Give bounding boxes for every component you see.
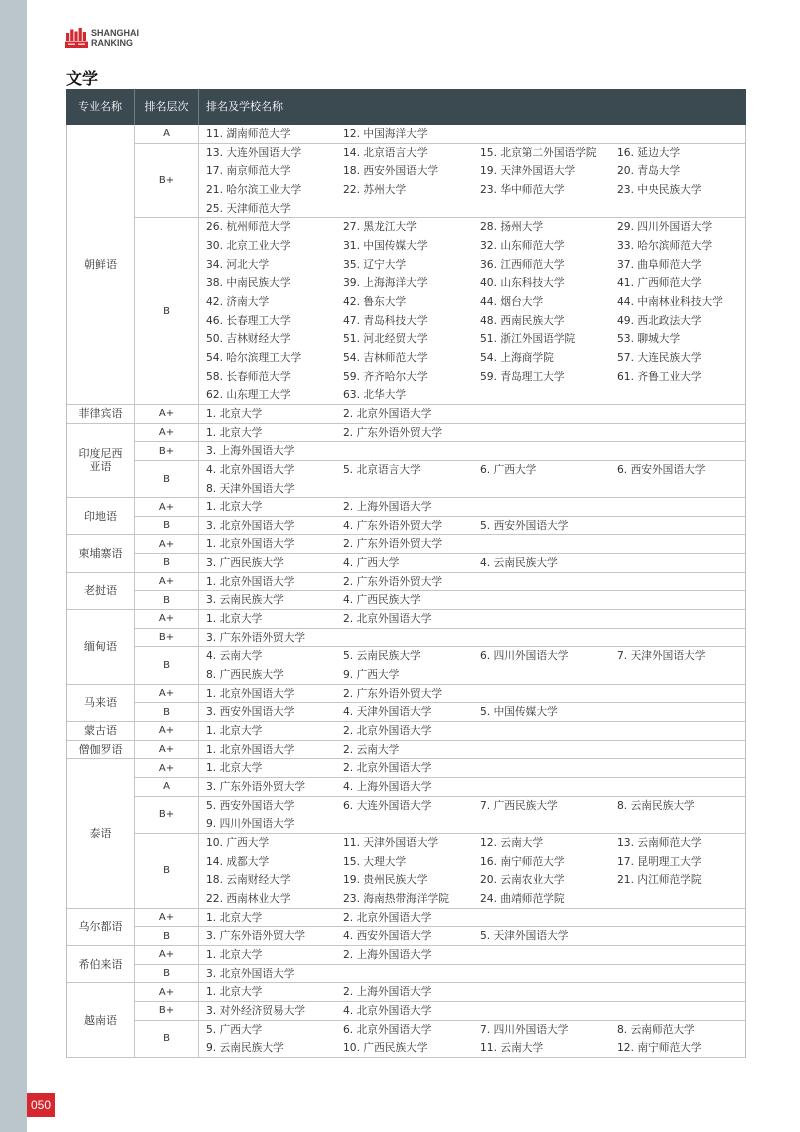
school-entry: 29. 四川外国语大学 bbox=[617, 220, 713, 234]
rank-level: A+ bbox=[135, 610, 199, 628]
rank-level-row bbox=[135, 125, 745, 144]
major-row bbox=[67, 685, 745, 722]
school-entry: 4. 广东外语外贸大学 bbox=[343, 518, 443, 532]
school-entry: 58. 长春师范大学 bbox=[206, 369, 291, 383]
school-list bbox=[199, 442, 745, 460]
school-entry: 6. 西安外国语大学 bbox=[617, 462, 706, 476]
school-entry: 1. 北京大学 bbox=[206, 724, 263, 738]
school-entry: 19. 贵州民族大学 bbox=[343, 873, 428, 887]
rank-levels bbox=[135, 759, 745, 908]
school-entry: 3. 广东外语外贸大学 bbox=[206, 780, 306, 794]
rank-level: B bbox=[135, 703, 199, 721]
school-entry: 3. 对外经济贸易大学 bbox=[206, 1003, 306, 1017]
school-entry: 5. 北京语言大学 bbox=[343, 462, 421, 476]
rank-levels bbox=[135, 424, 745, 499]
school-entry: 61. 齐鲁工业大学 bbox=[617, 369, 702, 383]
major-name: 希伯来语 bbox=[67, 946, 135, 983]
school-entry: 39. 上海海洋大学 bbox=[343, 276, 428, 290]
major-row bbox=[67, 405, 745, 424]
school-entry: 2. 上海外国语大学 bbox=[343, 500, 432, 514]
rank-level: B bbox=[135, 461, 199, 497]
school-entry: 30. 北京工业大学 bbox=[206, 238, 291, 252]
major-name: 印度尼西亚语 bbox=[67, 424, 135, 499]
school-entry: 15. 北京第二外国语学院 bbox=[480, 145, 597, 159]
school-list bbox=[199, 722, 745, 740]
school-list bbox=[199, 778, 745, 796]
rank-level-row bbox=[135, 722, 745, 741]
school-entry: 4. 天津外国语大学 bbox=[343, 705, 432, 719]
school-entry: 1. 北京大学 bbox=[206, 985, 263, 999]
school-entry: 1. 北京大学 bbox=[206, 425, 263, 439]
major-row bbox=[67, 722, 745, 741]
school-entry: 7. 四川外国语大学 bbox=[480, 1022, 569, 1036]
major-name: 印地语 bbox=[67, 498, 135, 535]
school-entry: 6. 广西大学 bbox=[480, 462, 537, 476]
school-entry: 2. 上海外国语大学 bbox=[343, 985, 432, 999]
rank-level-row bbox=[135, 610, 745, 629]
school-entry: 9. 云南民族大学 bbox=[206, 1041, 284, 1055]
school-entry: 1. 北京大学 bbox=[206, 612, 263, 626]
school-entry: 19. 天津外国语大学 bbox=[480, 164, 576, 178]
school-entry: 4. 北京外国语大学 bbox=[206, 462, 295, 476]
school-entry: 13. 大连外国语大学 bbox=[206, 145, 302, 159]
major-row bbox=[67, 125, 745, 405]
school-entry: 1. 北京大学 bbox=[206, 761, 263, 775]
school-entry: 12. 云南大学 bbox=[480, 835, 544, 849]
rank-levels bbox=[135, 405, 745, 424]
school-list bbox=[199, 685, 745, 703]
rank-level-row bbox=[135, 517, 745, 536]
school-list bbox=[199, 218, 745, 404]
school-entry: 4. 云南民族大学 bbox=[480, 556, 558, 570]
school-entry: 5. 中国传媒大学 bbox=[480, 705, 558, 719]
school-entry: 5. 西安外国语大学 bbox=[206, 798, 295, 812]
school-list bbox=[199, 741, 745, 759]
logo-wordmark bbox=[91, 28, 139, 48]
school-entry: 3. 西安外国语大学 bbox=[206, 705, 295, 719]
rank-level: A+ bbox=[135, 946, 199, 964]
rank-level: A+ bbox=[135, 759, 199, 777]
rank-level-row bbox=[135, 535, 745, 554]
major-row bbox=[67, 498, 745, 535]
school-entry: 40. 山东科技大学 bbox=[480, 276, 565, 290]
school-entry: 38. 中南民族大学 bbox=[206, 276, 291, 290]
school-entry: 3. 广东外语外贸大学 bbox=[206, 929, 306, 943]
rank-level-row bbox=[135, 218, 745, 405]
rank-level-row bbox=[135, 647, 745, 684]
major-name: 马来语 bbox=[67, 685, 135, 722]
rank-levels bbox=[135, 722, 745, 741]
rank-level: B+ bbox=[135, 442, 199, 460]
rank-level: B bbox=[135, 591, 199, 609]
school-list bbox=[199, 517, 745, 535]
school-entry: 47. 青岛科技大学 bbox=[343, 313, 428, 327]
school-entry: 37. 曲阜师范大学 bbox=[617, 257, 702, 271]
school-entry: 22. 苏州大学 bbox=[343, 182, 407, 196]
school-entry: 54. 哈尔滨理工大学 bbox=[206, 350, 302, 364]
school-entry: 2. 北京外国语大学 bbox=[343, 612, 432, 626]
major-name: 柬埔寨语 bbox=[67, 535, 135, 572]
school-list bbox=[199, 629, 745, 647]
school-entry: 2. 广东外语外贸大学 bbox=[343, 574, 443, 588]
school-entry: 4. 北京外国语大学 bbox=[343, 1003, 432, 1017]
school-entry: 23. 华中师范大学 bbox=[480, 182, 565, 196]
rank-level-row bbox=[135, 498, 745, 517]
school-entry: 3. 北京外国语大学 bbox=[206, 966, 295, 980]
school-entry: 17. 昆明理工大学 bbox=[617, 854, 702, 868]
school-entry: 2. 云南大学 bbox=[343, 742, 400, 756]
school-entry: 17. 南京师范大学 bbox=[206, 164, 291, 178]
school-entry: 34. 河北大学 bbox=[206, 257, 270, 271]
school-entry: 57. 大连民族大学 bbox=[617, 350, 702, 364]
school-entry: 31. 中国传媒大学 bbox=[343, 238, 428, 252]
school-entry: 20. 云南农业大学 bbox=[480, 873, 565, 887]
major-name: 缅甸语 bbox=[67, 610, 135, 685]
rank-level-row bbox=[135, 759, 745, 778]
school-entry: 1. 北京大学 bbox=[206, 910, 263, 924]
rank-level-row bbox=[135, 834, 745, 909]
school-list bbox=[199, 909, 745, 927]
school-entry: 8. 云南民族大学 bbox=[617, 798, 695, 812]
rank-levels bbox=[135, 685, 745, 722]
school-entry: 4. 广西大学 bbox=[343, 556, 400, 570]
school-entry: 51. 浙江外国语学院 bbox=[480, 332, 576, 346]
school-entry: 7. 天津外国语大学 bbox=[617, 649, 706, 663]
school-entry: 20. 青岛大学 bbox=[617, 164, 681, 178]
school-entry: 27. 黑龙江大学 bbox=[343, 220, 417, 234]
school-list bbox=[199, 647, 745, 683]
school-list bbox=[199, 591, 745, 609]
rank-levels bbox=[135, 125, 745, 405]
rank-level-row bbox=[135, 554, 745, 573]
school-list bbox=[199, 144, 745, 218]
major-name: 泰语 bbox=[67, 759, 135, 908]
rank-level: A+ bbox=[135, 741, 199, 759]
school-entry: 1. 北京外国语大学 bbox=[206, 686, 295, 700]
school-entry: 18. 西安外国语大学 bbox=[343, 164, 439, 178]
school-entry: 42. 鲁东大学 bbox=[343, 294, 407, 308]
rank-levels bbox=[135, 535, 745, 572]
rank-level-row bbox=[135, 946, 745, 965]
major-name: 越南语 bbox=[67, 983, 135, 1058]
rank-level-row bbox=[135, 144, 745, 219]
rank-level-row bbox=[135, 1021, 745, 1058]
school-entry: 63. 北华大学 bbox=[343, 388, 407, 402]
rank-level: B+ bbox=[135, 1002, 199, 1020]
rank-level: A+ bbox=[135, 909, 199, 927]
rank-level: B+ bbox=[135, 144, 199, 218]
rank-level-row bbox=[135, 591, 745, 610]
school-list bbox=[199, 535, 745, 553]
school-list bbox=[199, 946, 745, 964]
major-name: 蒙古语 bbox=[67, 722, 135, 741]
rank-level: A bbox=[135, 778, 199, 796]
major-row bbox=[67, 573, 745, 610]
major-row bbox=[67, 535, 745, 572]
major-row bbox=[67, 741, 745, 760]
school-entry: 10. 广西民族大学 bbox=[343, 1041, 428, 1055]
ranking-logo-icon bbox=[65, 28, 88, 48]
rank-level: A+ bbox=[135, 498, 199, 516]
rank-level-row bbox=[135, 629, 745, 648]
school-entry: 5. 天津外国语大学 bbox=[480, 929, 569, 943]
rank-level-row bbox=[135, 405, 745, 424]
major-name: 僧伽罗语 bbox=[67, 741, 135, 760]
school-entry: 4. 上海外国语大学 bbox=[343, 780, 432, 794]
school-entry: 2. 广东外语外贸大学 bbox=[343, 425, 443, 439]
major-row bbox=[67, 946, 745, 983]
school-entry: 1. 北京外国语大学 bbox=[206, 742, 295, 756]
rank-level: A bbox=[135, 125, 199, 143]
major-name: 菲律宾语 bbox=[67, 405, 135, 424]
school-list bbox=[199, 927, 745, 945]
school-entry: 6. 北京外国语大学 bbox=[343, 1022, 432, 1036]
rank-levels bbox=[135, 909, 745, 946]
school-entry: 9. 四川外国语大学 bbox=[206, 817, 295, 831]
school-entry: 2. 北京外国语大学 bbox=[343, 724, 432, 738]
school-entry: 3. 北京外国语大学 bbox=[206, 518, 295, 532]
school-entry: 42. 济南大学 bbox=[206, 294, 270, 308]
rank-levels bbox=[135, 983, 745, 1058]
school-entry: 11. 云南大学 bbox=[480, 1041, 544, 1055]
school-list bbox=[199, 703, 745, 721]
school-list bbox=[199, 405, 745, 423]
school-entry: 44. 中南林业科技大学 bbox=[617, 294, 723, 308]
school-entry: 18. 云南财经大学 bbox=[206, 873, 291, 887]
school-entry: 25. 天津师范大学 bbox=[206, 201, 291, 215]
rank-level-row bbox=[135, 983, 745, 1002]
school-entry: 16. 延边大学 bbox=[617, 145, 681, 159]
school-entry: 59. 青岛理工大学 bbox=[480, 369, 565, 383]
rank-level: A+ bbox=[135, 405, 199, 423]
school-entry: 14. 成都大学 bbox=[206, 854, 270, 868]
rank-level: A+ bbox=[135, 535, 199, 553]
rank-levels bbox=[135, 946, 745, 983]
school-list bbox=[199, 1002, 745, 1020]
school-entry: 2. 北京外国语大学 bbox=[343, 406, 432, 420]
rank-level: B bbox=[135, 517, 199, 535]
school-entry: 6. 大连外国语大学 bbox=[343, 798, 432, 812]
school-entry: 5. 广西大学 bbox=[206, 1022, 263, 1036]
rank-level: B+ bbox=[135, 797, 199, 833]
school-entry: 1. 北京大学 bbox=[206, 947, 263, 961]
school-entry: 32. 山东师范大学 bbox=[480, 238, 565, 252]
school-entry: 21. 内江师范学院 bbox=[617, 873, 702, 887]
school-list bbox=[199, 610, 745, 628]
school-entry: 4. 广西民族大学 bbox=[343, 593, 421, 607]
ranking-table-body bbox=[66, 125, 746, 1058]
header-major-name: 专业名称 bbox=[66, 89, 135, 125]
rank-levels bbox=[135, 498, 745, 535]
school-entry: 44. 烟台大学 bbox=[480, 294, 544, 308]
school-entry: 51. 河北经贸大学 bbox=[343, 332, 428, 346]
rank-level: A+ bbox=[135, 722, 199, 740]
school-entry: 7. 广西民族大学 bbox=[480, 798, 558, 812]
school-entry: 21. 哈尔滨工业大学 bbox=[206, 182, 302, 196]
school-entry: 54. 上海商学院 bbox=[480, 350, 554, 364]
school-list bbox=[199, 983, 745, 1001]
school-entry: 8. 广西民族大学 bbox=[206, 668, 284, 682]
school-list bbox=[199, 554, 745, 572]
rank-level-row bbox=[135, 703, 745, 722]
major-row bbox=[67, 983, 745, 1058]
school-entry: 4. 西安外国语大学 bbox=[343, 929, 432, 943]
school-entry: 3. 广西民族大学 bbox=[206, 556, 284, 570]
school-list bbox=[199, 573, 745, 591]
logo-line-1: SHANGHAI bbox=[91, 27, 140, 38]
school-entry: 11. 天津外国语大学 bbox=[343, 835, 439, 849]
school-entry: 5. 西安外国语大学 bbox=[480, 518, 569, 532]
school-entry: 23. 中央民族大学 bbox=[617, 182, 702, 196]
school-entry: 1. 北京大学 bbox=[206, 406, 263, 420]
school-entry: 14. 北京语言大学 bbox=[343, 145, 428, 159]
rank-level-row bbox=[135, 965, 745, 984]
school-entry: 41. 广西师范大学 bbox=[617, 276, 702, 290]
rank-level-row bbox=[135, 424, 745, 443]
major-name: 朝鲜语 bbox=[67, 125, 135, 405]
school-entry: 50. 吉林财经大学 bbox=[206, 332, 291, 346]
school-entry: 28. 扬州大学 bbox=[480, 220, 544, 234]
shanghai-ranking-logo bbox=[65, 27, 139, 48]
rank-level: A+ bbox=[135, 983, 199, 1001]
school-list bbox=[199, 965, 745, 983]
school-entry: 10. 广西大学 bbox=[206, 835, 270, 849]
school-entry: 8. 云南师范大学 bbox=[617, 1022, 695, 1036]
school-entry: 2. 广东外语外贸大学 bbox=[343, 686, 443, 700]
school-entry: 2. 北京外国语大学 bbox=[343, 910, 432, 924]
major-row bbox=[67, 610, 745, 685]
rank-level: B bbox=[135, 965, 199, 983]
school-entry: 2. 上海外国语大学 bbox=[343, 947, 432, 961]
school-entry: 35. 辽宁大学 bbox=[343, 257, 407, 271]
school-entry: 12. 中国海洋大学 bbox=[343, 127, 428, 140]
school-entry: 62. 山东理工大学 bbox=[206, 388, 291, 402]
school-entry: 2. 广东外语外贸大学 bbox=[343, 537, 443, 551]
rank-level-row bbox=[135, 1002, 745, 1021]
school-list bbox=[199, 125, 745, 143]
school-entry: 12. 南宁师范大学 bbox=[617, 1041, 702, 1055]
table-header bbox=[66, 89, 746, 125]
rank-level-row bbox=[135, 797, 745, 834]
rank-level-row bbox=[135, 573, 745, 592]
school-list bbox=[199, 759, 745, 777]
school-entry: 3. 广东外语外贸大学 bbox=[206, 630, 306, 644]
rank-level: B+ bbox=[135, 629, 199, 647]
major-name: 乌尔都语 bbox=[67, 909, 135, 946]
school-entry: 36. 江西师范大学 bbox=[480, 257, 565, 271]
school-list bbox=[199, 797, 745, 833]
school-entry: 1. 北京大学 bbox=[206, 500, 263, 514]
major-row bbox=[67, 909, 745, 946]
school-entry: 16. 南宁师范大学 bbox=[480, 854, 565, 868]
major-row bbox=[67, 759, 745, 908]
major-row bbox=[67, 424, 745, 499]
rank-level: B bbox=[135, 554, 199, 572]
logo-line-2: RANKING bbox=[91, 37, 133, 48]
rank-level: B bbox=[135, 1021, 199, 1057]
rank-level: A+ bbox=[135, 685, 199, 703]
school-entry: 8. 天津外国语大学 bbox=[206, 481, 295, 495]
school-entry: 13. 云南师范大学 bbox=[617, 835, 702, 849]
school-list bbox=[199, 498, 745, 516]
school-entry: 48. 西南民族大学 bbox=[480, 313, 565, 327]
rank-level: B bbox=[135, 218, 199, 404]
rank-level-row bbox=[135, 461, 745, 498]
school-entry: 11. 湖南师范大学 bbox=[206, 127, 291, 140]
school-entry: 59. 齐齐哈尔大学 bbox=[343, 369, 428, 383]
school-entry: 6. 四川外国语大学 bbox=[480, 649, 569, 663]
school-entry: 1. 北京外国语大学 bbox=[206, 537, 295, 551]
school-entry: 23. 海南热带海洋学院 bbox=[343, 891, 449, 905]
school-list bbox=[199, 424, 745, 442]
rank-levels bbox=[135, 741, 745, 760]
school-entry: 46. 长春理工大学 bbox=[206, 313, 291, 327]
rank-level-row bbox=[135, 927, 745, 946]
rank-level: A+ bbox=[135, 424, 199, 442]
side-strip bbox=[0, 0, 27, 1132]
rank-level-row bbox=[135, 778, 745, 797]
school-entry: 4. 云南大学 bbox=[206, 649, 263, 663]
school-entry: 5. 云南民族大学 bbox=[343, 649, 421, 663]
header-rank-level: 排名层次 bbox=[135, 89, 199, 125]
school-list bbox=[199, 834, 745, 908]
rank-level: B bbox=[135, 834, 199, 908]
rank-level-row bbox=[135, 909, 745, 928]
rank-level-row bbox=[135, 741, 745, 760]
rank-level: B bbox=[135, 927, 199, 945]
school-entry: 22. 西南林业大学 bbox=[206, 891, 291, 905]
school-entry: 1. 北京外国语大学 bbox=[206, 574, 295, 588]
school-entry: 9. 广西大学 bbox=[343, 668, 400, 682]
header-rank-schools: 排名及学校名称 bbox=[206, 100, 283, 113]
rank-level-row bbox=[135, 442, 745, 461]
page-number: 050 bbox=[27, 1093, 55, 1117]
school-entry: 24. 曲靖师范学院 bbox=[480, 891, 565, 905]
rank-level-row bbox=[135, 685, 745, 704]
rank-levels bbox=[135, 573, 745, 610]
school-entry: 26. 杭州师范大学 bbox=[206, 220, 291, 234]
school-list bbox=[199, 1021, 745, 1057]
school-entry: 3. 上海外国语大学 bbox=[206, 444, 295, 458]
school-entry: 54. 吉林师范大学 bbox=[343, 350, 428, 364]
school-entry: 3. 云南民族大学 bbox=[206, 593, 284, 607]
section-title: 文学 bbox=[66, 69, 99, 88]
rank-level: B bbox=[135, 647, 199, 683]
school-entry: 53. 聊城大学 bbox=[617, 332, 681, 346]
school-list bbox=[199, 461, 745, 497]
school-entry: 33. 哈尔滨师范大学 bbox=[617, 238, 713, 252]
rank-level: A+ bbox=[135, 573, 199, 591]
major-name: 老挝语 bbox=[67, 573, 135, 610]
school-entry: 15. 大理大学 bbox=[343, 854, 407, 868]
school-entry: 2. 北京外国语大学 bbox=[343, 761, 432, 775]
rank-levels bbox=[135, 610, 745, 685]
school-entry: 49. 西北政法大学 bbox=[617, 313, 702, 327]
